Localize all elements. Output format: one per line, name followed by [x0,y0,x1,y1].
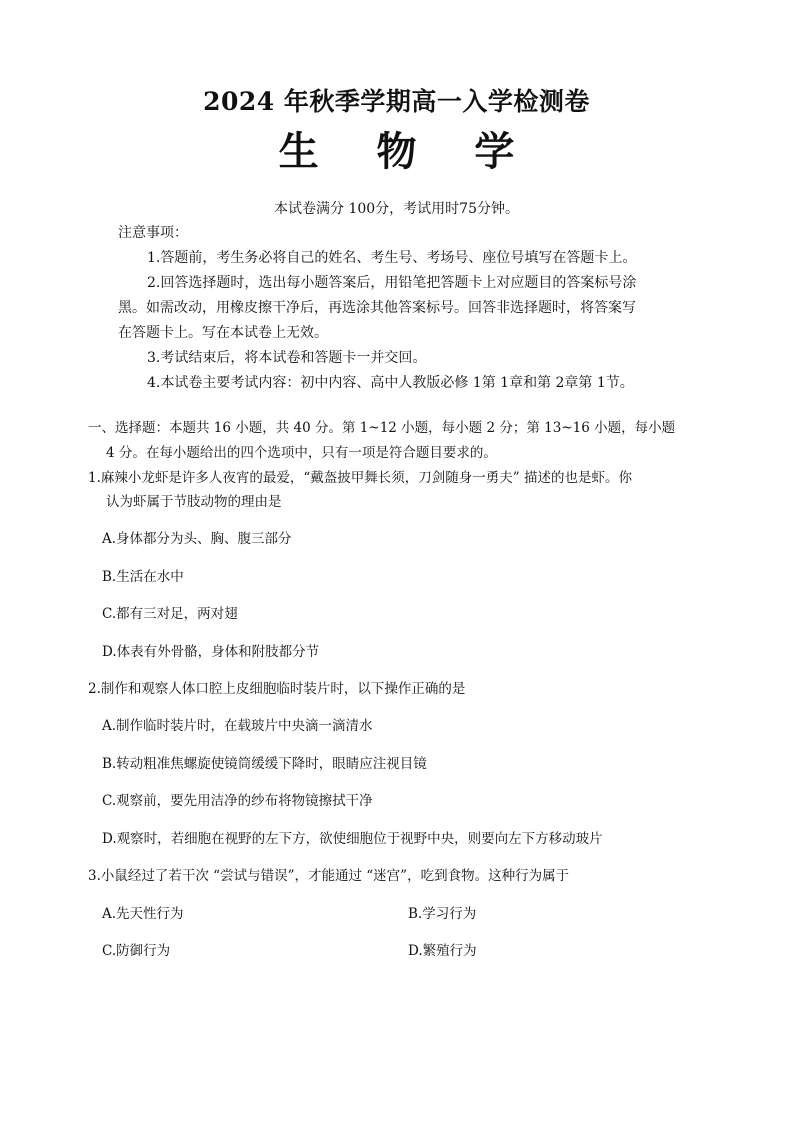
section-heading-line-2: 4 分。在每小题给出的四个选项中，只有一项是符合题目要求的。 [106,445,497,461]
question-1-option-d: D.体表有外骨骼，身体和附肢都分节 [102,644,320,660]
question-3-option-c: C.防御行为 [102,943,171,959]
note-item-3: 3.考试结束后，将本试卷和答题卡一并交回。 [147,350,427,366]
note-item-4: 4.本试卷主要考试内容：初中内容、高中人教版必修 1第 1章和第 2章第 1节。 [147,375,634,391]
question-3-option-d: D.繁殖行为 [408,943,477,959]
question-2-option-b: B.转动粗准焦螺旋使镜筒缓缓下降时，眼睛应注视目镜 [102,756,427,772]
note-item-2-line-1: 2.回答选择题时，选出每小题答案后，用铅笔把答题卡上对应题目的答案标号涂 [147,275,637,291]
question-3-stem: 3.小鼠经过了若干次 “尝试与错误”，才能通过 “迷宫”，吃到食物。这种行为属于 [88,868,570,884]
note-item-2-line-2: 黑。如需改动，用橡皮擦干净后，再选涂其他答案标号。回答非选择题时，将答案写 [118,300,636,316]
notes-heading: 注意事项： [118,225,188,241]
question-3-option-a: A.先天性行为 [102,906,184,922]
question-1-option-b: B.生活在水中 [102,569,184,585]
question-2-option-a: A.制作临时装片时，在载玻片中央滴一滴清水 [102,718,373,734]
question-1-stem-line-1: 1.麻辣小龙虾是许多人夜宵的最爱，“戴盔披甲舞长须，刀剑随身一勇夫” 描述的也是虾。你 [88,470,632,486]
question-2-option-d: D.观察时，若细胞在视野的左下方，欲使细胞位于视野中央，则要向左下方移动玻片 [102,831,603,847]
note-item-1: 1.答题前，考生务必将自己的姓名、考生号、考场号、座位号填写在答题卡上。 [147,250,637,266]
question-2-option-c: C.观察前，要先用洁净的纱布将物镜擦拭干净 [102,793,373,809]
question-1-option-a: A.身体都分为头、胸、腹三部分 [102,531,292,547]
question-3-option-b: B.学习行为 [408,906,477,922]
exam-title: 2024 年秋季学期高一入学检测卷 [203,87,590,116]
subject-title: 生 物 学 [278,128,537,175]
section-heading-line-1: 一、选择题：本题共 16 小题，共 40 分。第 1~12 小题，每小题 2 分；第 13~16 小题，每小题 [88,420,676,436]
question-2-stem: 2.制作和观察人体口腔上皮细胞临时装片时，以下操作正确的是 [88,681,466,697]
question-1-option-c: C.都有三对足，两对翅 [102,606,238,622]
note-item-2-line-3: 在答题卡上。写在本试卷上无效。 [118,325,328,341]
question-1-stem-line-2: 认为虾属于节肢动物的理由是 [106,494,282,510]
exam-info: 本试卷满分 100分，考试用时75分钟。 [274,201,519,217]
